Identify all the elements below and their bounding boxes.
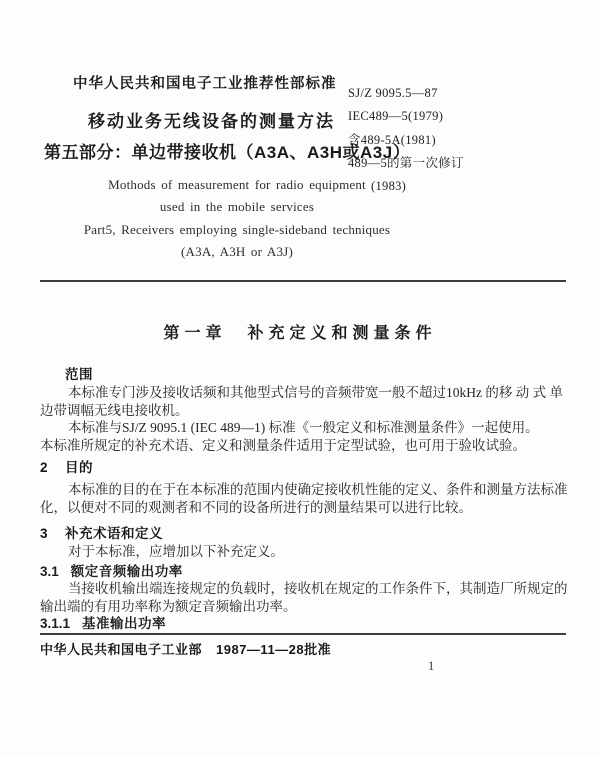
section-purpose-title: 目的 [65, 460, 93, 475]
document-subtitle-cn: 第五部分：单边带接收机（A3A、A3H或A3J） [44, 143, 411, 162]
subsection-3-1-1-title: 基准输出功率 [82, 616, 167, 631]
document-body [40, 366, 568, 633]
terms-intro-line: 对于本标准，应增加以下补充定义。 [68, 544, 284, 559]
subsection-3-1-1-heading [40, 615, 568, 633]
subsection-3-1-1-number: 3.1.1 [40, 616, 71, 631]
scope-paragraph1-line2: 边带调幅无线电接收机。 [40, 402, 189, 418]
section-terms-title: 补充术语和定义 [65, 526, 163, 541]
approval-organization: 中华人民共和国电子工业部 [40, 642, 203, 657]
scope-paragraph2-line1: 本标准与SJ/Z 9095.1 (IEC 489—1) 标准《一般定义和标准测量条件》一起使用。 [68, 420, 539, 435]
footer-divider-rule [40, 633, 566, 635]
standard-number: SJ/Z 9095.5—87 [348, 86, 438, 100]
section-terms-heading [40, 525, 568, 543]
purpose-paragraph-line2: 化，以便对不同的观测者和不同的设备所进行的测量结果可以进行比较。 [40, 499, 472, 515]
org-standard-label: 中华人民共和国电子工业推荐性部标准 [73, 76, 337, 92]
approval-statement [40, 639, 331, 658]
revision-year: (1983) [371, 179, 407, 194]
scope-paragraph2-line2: 本标准所规定的补充术语、定义和测量条件适用于定型试验，也可用于验收试验。 [40, 437, 526, 453]
english-title-line4: (A3A, A3H or A3J) [181, 244, 293, 260]
subsection-3-1-line2: 输出端的有用功率称为额定音频输出功率。 [40, 598, 297, 614]
section-scope-heading: 范围 [65, 367, 93, 382]
english-title-block [42, 174, 432, 264]
section-purpose-heading [40, 459, 568, 477]
approval-date: 1987—11—28批准 [216, 642, 332, 657]
subsection-3-1-line1: 当接收机输出端连接规定的负载时，接收机在规定的工作条件下，其制造厂所规定的 [68, 581, 568, 596]
subsection-3-1-heading [40, 563, 568, 581]
section-purpose-number: 2 [40, 460, 49, 475]
subsection-3-1-number: 3.1 [40, 563, 59, 579]
scope-paragraph1-line1: 本标准专门涉及接收话频和其他型式信号的音频带宽一般不超过10kHz 的移 动 式 单 [68, 385, 563, 400]
subsection-3-1-title: 额定音频输出功率 [70, 563, 183, 579]
revision-note: 489—5的第一次修订 [348, 155, 464, 170]
header-divider-rule [40, 280, 566, 282]
iec-amendment: 含489-5A(1981) [348, 132, 436, 147]
purpose-paragraph-line1: 本标准的目的在于在本标准的范围内使确定接收机性能的定义、条件和测量方法标准 [68, 482, 568, 497]
english-title-line1: Mothods of measurement for radio equipment [108, 177, 366, 192]
iec-reference: IEC489—5(1979) [348, 109, 444, 124]
chapter-title: 第一章 补充定义和测量条件 [163, 325, 437, 342]
document-title-cn: 移动业务无线设备的测量方法 [88, 112, 335, 131]
page-number: 1 [428, 659, 435, 673]
section-terms-number: 3 [40, 526, 49, 541]
english-title-line2: used in the mobile services [159, 199, 315, 215]
english-title-line3: Part5, Receivers employing single-sideband techniques [83, 221, 391, 237]
